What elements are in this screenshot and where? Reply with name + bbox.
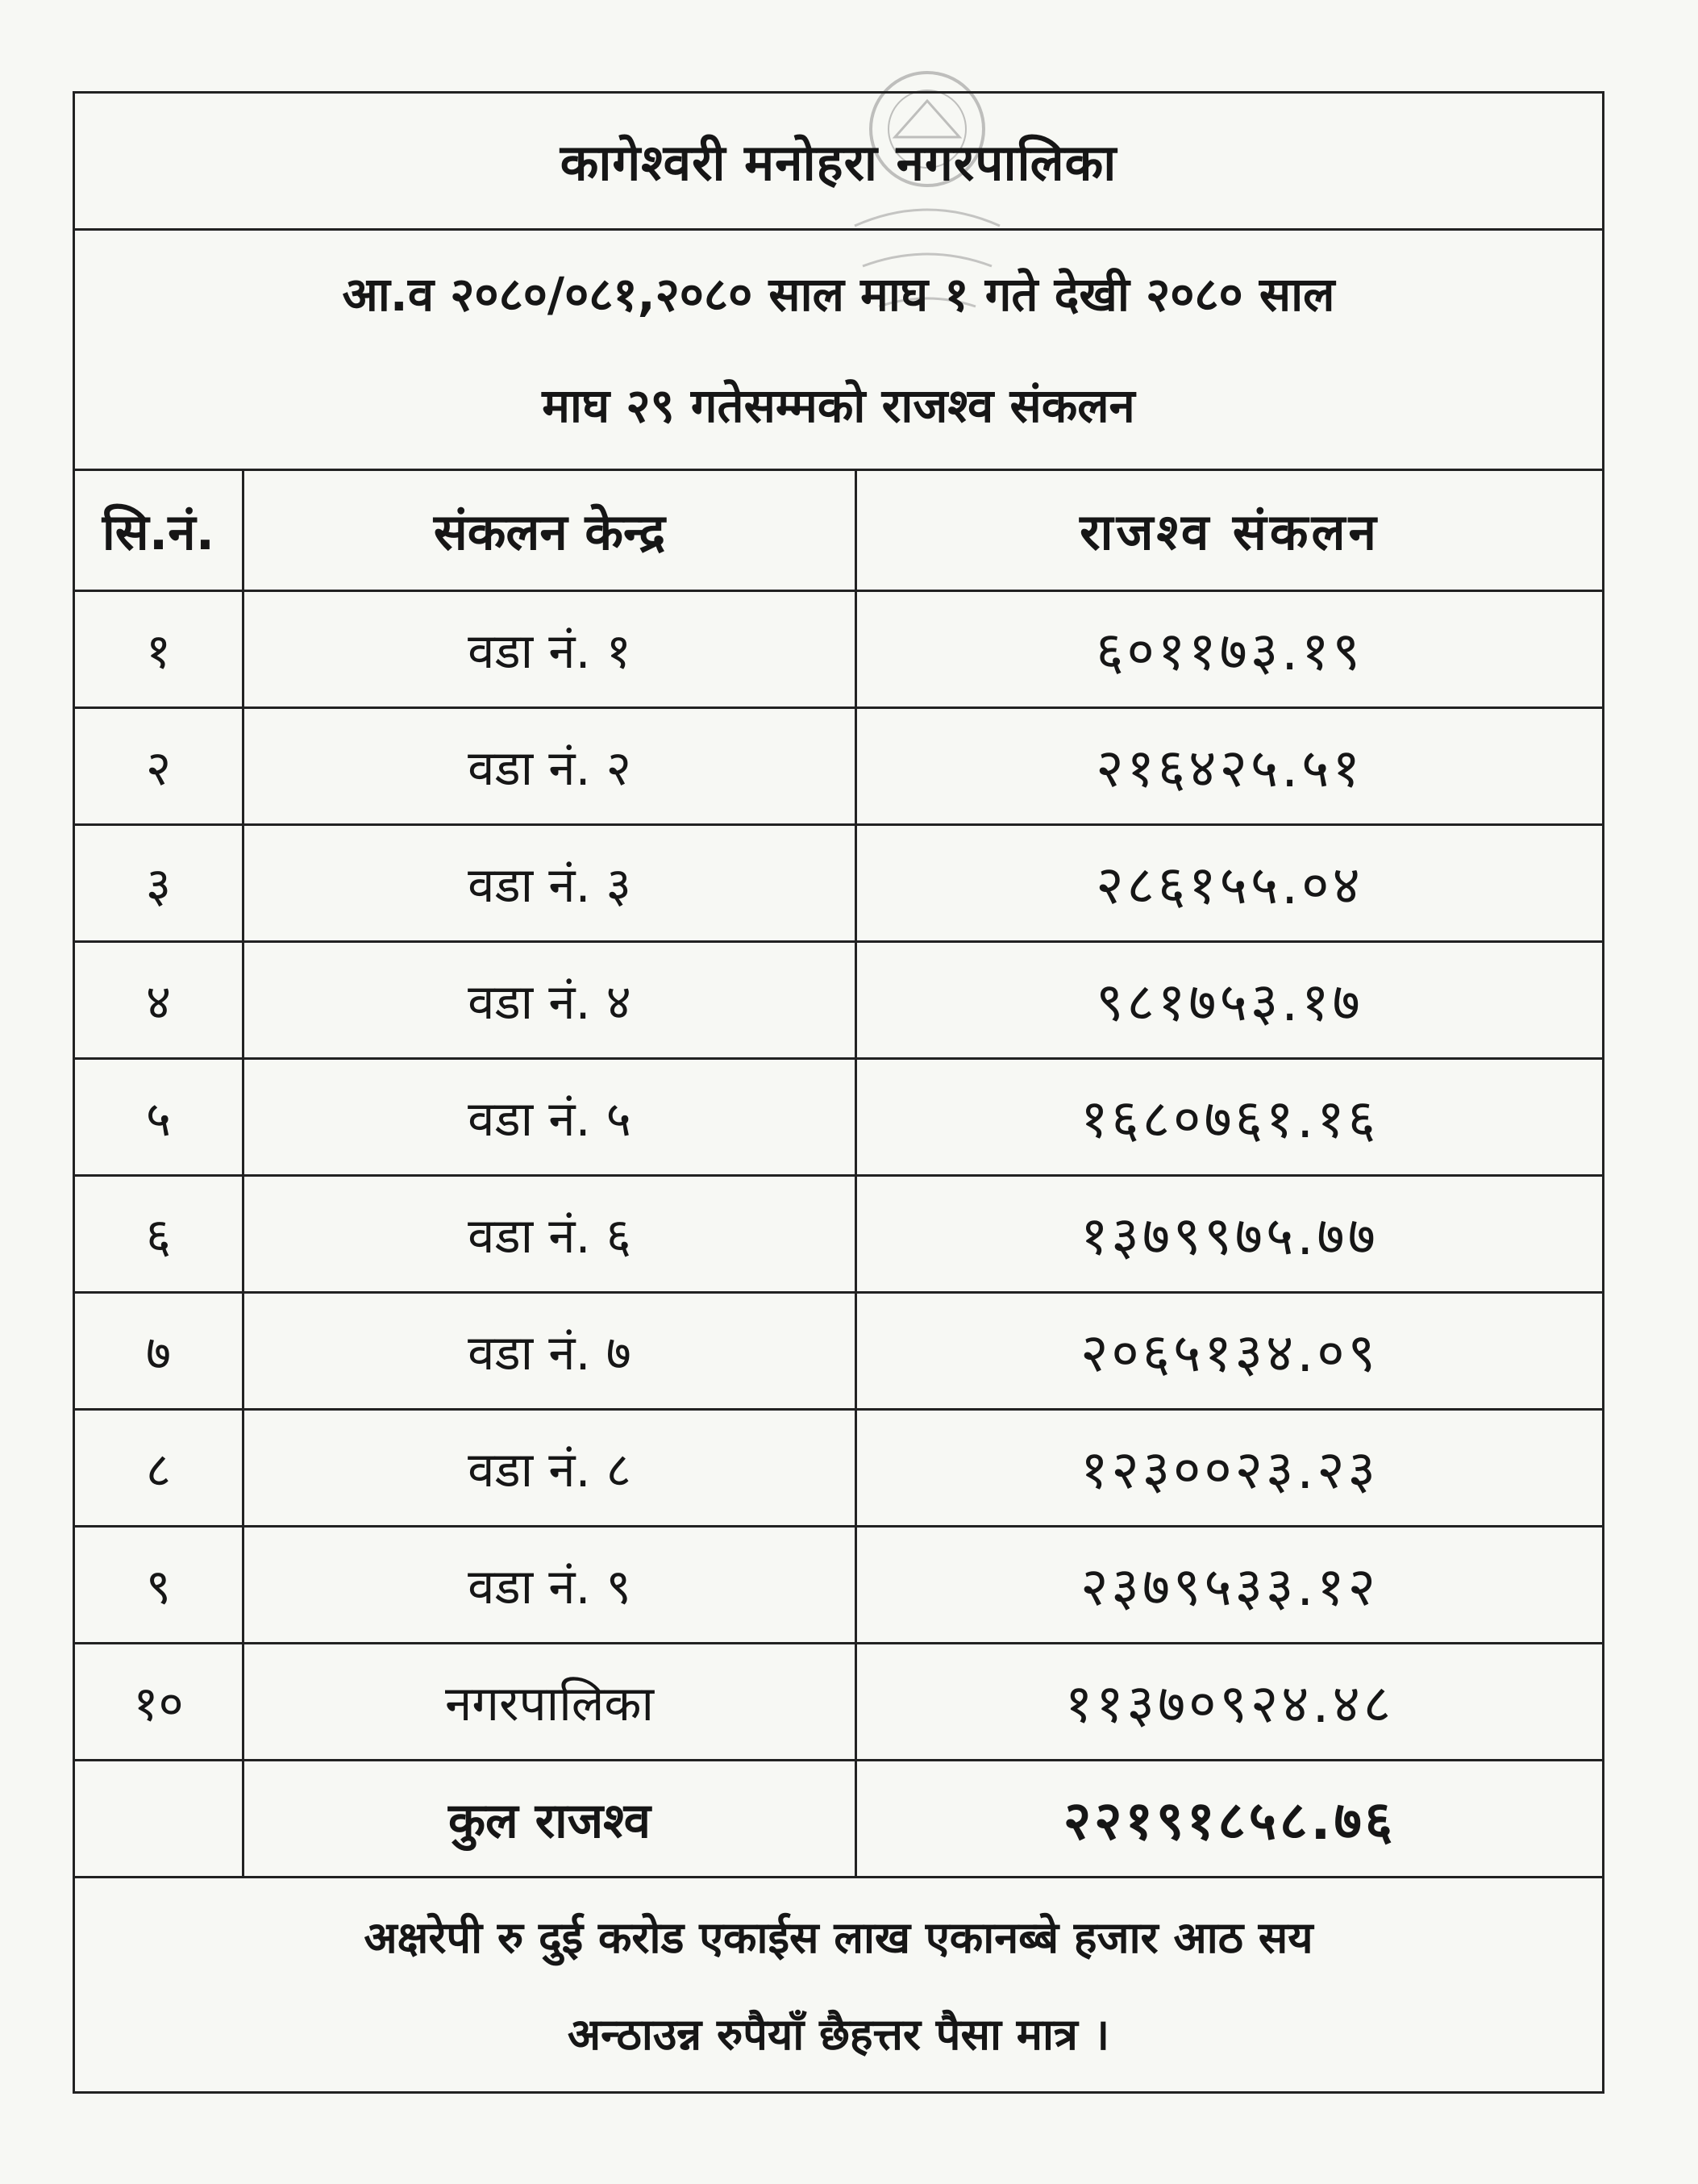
row-sn: ९	[75, 1528, 244, 1642]
total-label: कुल राजश्व	[244, 1761, 857, 1876]
amount-words-line-1: अक्षरेपी रु दुई करोड एकाईस लाख एकानब्बे हजार आठ सय	[364, 1911, 1313, 1963]
subtitle-line-2: माघ २९ गतेसम्मको राजश्व संकलन	[542, 377, 1135, 433]
row-revenue: २०६५१३४.०९	[1080, 1322, 1379, 1384]
row-revenue: १२३००२३.२३	[1080, 1439, 1379, 1501]
row-sn: ५	[75, 1060, 244, 1174]
revenue-table	[75, 471, 1602, 1971]
header-center: संकलन केन्द्र	[244, 471, 857, 590]
row-revenue: २८६१५५.०४	[1096, 854, 1363, 916]
row-revenue: २१६४२५.५१	[1096, 737, 1363, 799]
row-revenue: २३७९५३३.१२	[1080, 1556, 1379, 1618]
total-sn-empty	[75, 1761, 244, 1876]
row-sn: २	[75, 709, 244, 823]
row-sn: ३	[75, 826, 244, 940]
header-revenue: राजश्व संकलन	[1080, 502, 1380, 561]
table-row	[75, 826, 1602, 943]
total-row	[75, 1761, 1602, 1878]
table-row	[75, 1644, 1602, 1761]
row-sn: १०	[75, 1644, 244, 1759]
row-sn: ४	[75, 943, 244, 1057]
table-row	[75, 1411, 1602, 1528]
subtitle-row	[75, 231, 1602, 471]
row-center: वडा नं. ७	[244, 1294, 857, 1408]
row-revenue: १६८०७६१.१६	[1080, 1088, 1379, 1150]
table-row	[75, 592, 1602, 709]
row-center: वडा नं. १	[244, 592, 857, 706]
table-row	[75, 709, 1602, 826]
row-center: वडा नं. ५	[244, 1060, 857, 1174]
row-center: वडा नं. ९	[244, 1528, 857, 1642]
subtitle-line-1: आ.व २०८०/०८१,२०८० साल माघ १ गते देखी २०८० साल	[342, 266, 1335, 322]
row-revenue: ११३७०९२४.४८	[1064, 1673, 1395, 1735]
row-center: वडा नं. २	[244, 709, 857, 823]
title-row	[75, 94, 1602, 231]
table-header	[75, 471, 1602, 592]
amount-in-words	[75, 1878, 1602, 2094]
table-row	[75, 1177, 1602, 1294]
row-revenue: १३७९९७५.७७	[1080, 1205, 1379, 1267]
row-center: वडा नं. ३	[244, 826, 857, 940]
page-title: कागेश्वरी मनोहरा नगरपालिका	[560, 132, 1117, 192]
table-row	[75, 1528, 1602, 1644]
amount-words-line-2: अन्ठाउन्न रुपैयाँ छैहत्तर पैसा मात्र ।	[567, 2008, 1110, 2060]
row-revenue: ९८१७५३.१७	[1096, 971, 1363, 1033]
revenue-document	[73, 91, 1604, 2094]
row-center: वडा नं. ८	[244, 1411, 857, 1525]
table-row	[75, 1060, 1602, 1177]
row-center: वडा नं. ६	[244, 1177, 857, 1291]
row-sn: ७	[75, 1294, 244, 1408]
row-sn: ८	[75, 1411, 244, 1525]
row-sn: ६	[75, 1177, 244, 1291]
table-row	[75, 1294, 1602, 1411]
row-center: वडा नं. ४	[244, 943, 857, 1057]
row-sn: १	[75, 592, 244, 706]
row-revenue: ६०११७३.१९	[1096, 620, 1363, 682]
header-sn: सि.नं.	[75, 471, 244, 590]
table-row	[75, 943, 1602, 1060]
total-value: २२१९१८५८.७६	[1063, 1790, 1396, 1852]
row-center: नगरपालिका	[244, 1644, 857, 1759]
